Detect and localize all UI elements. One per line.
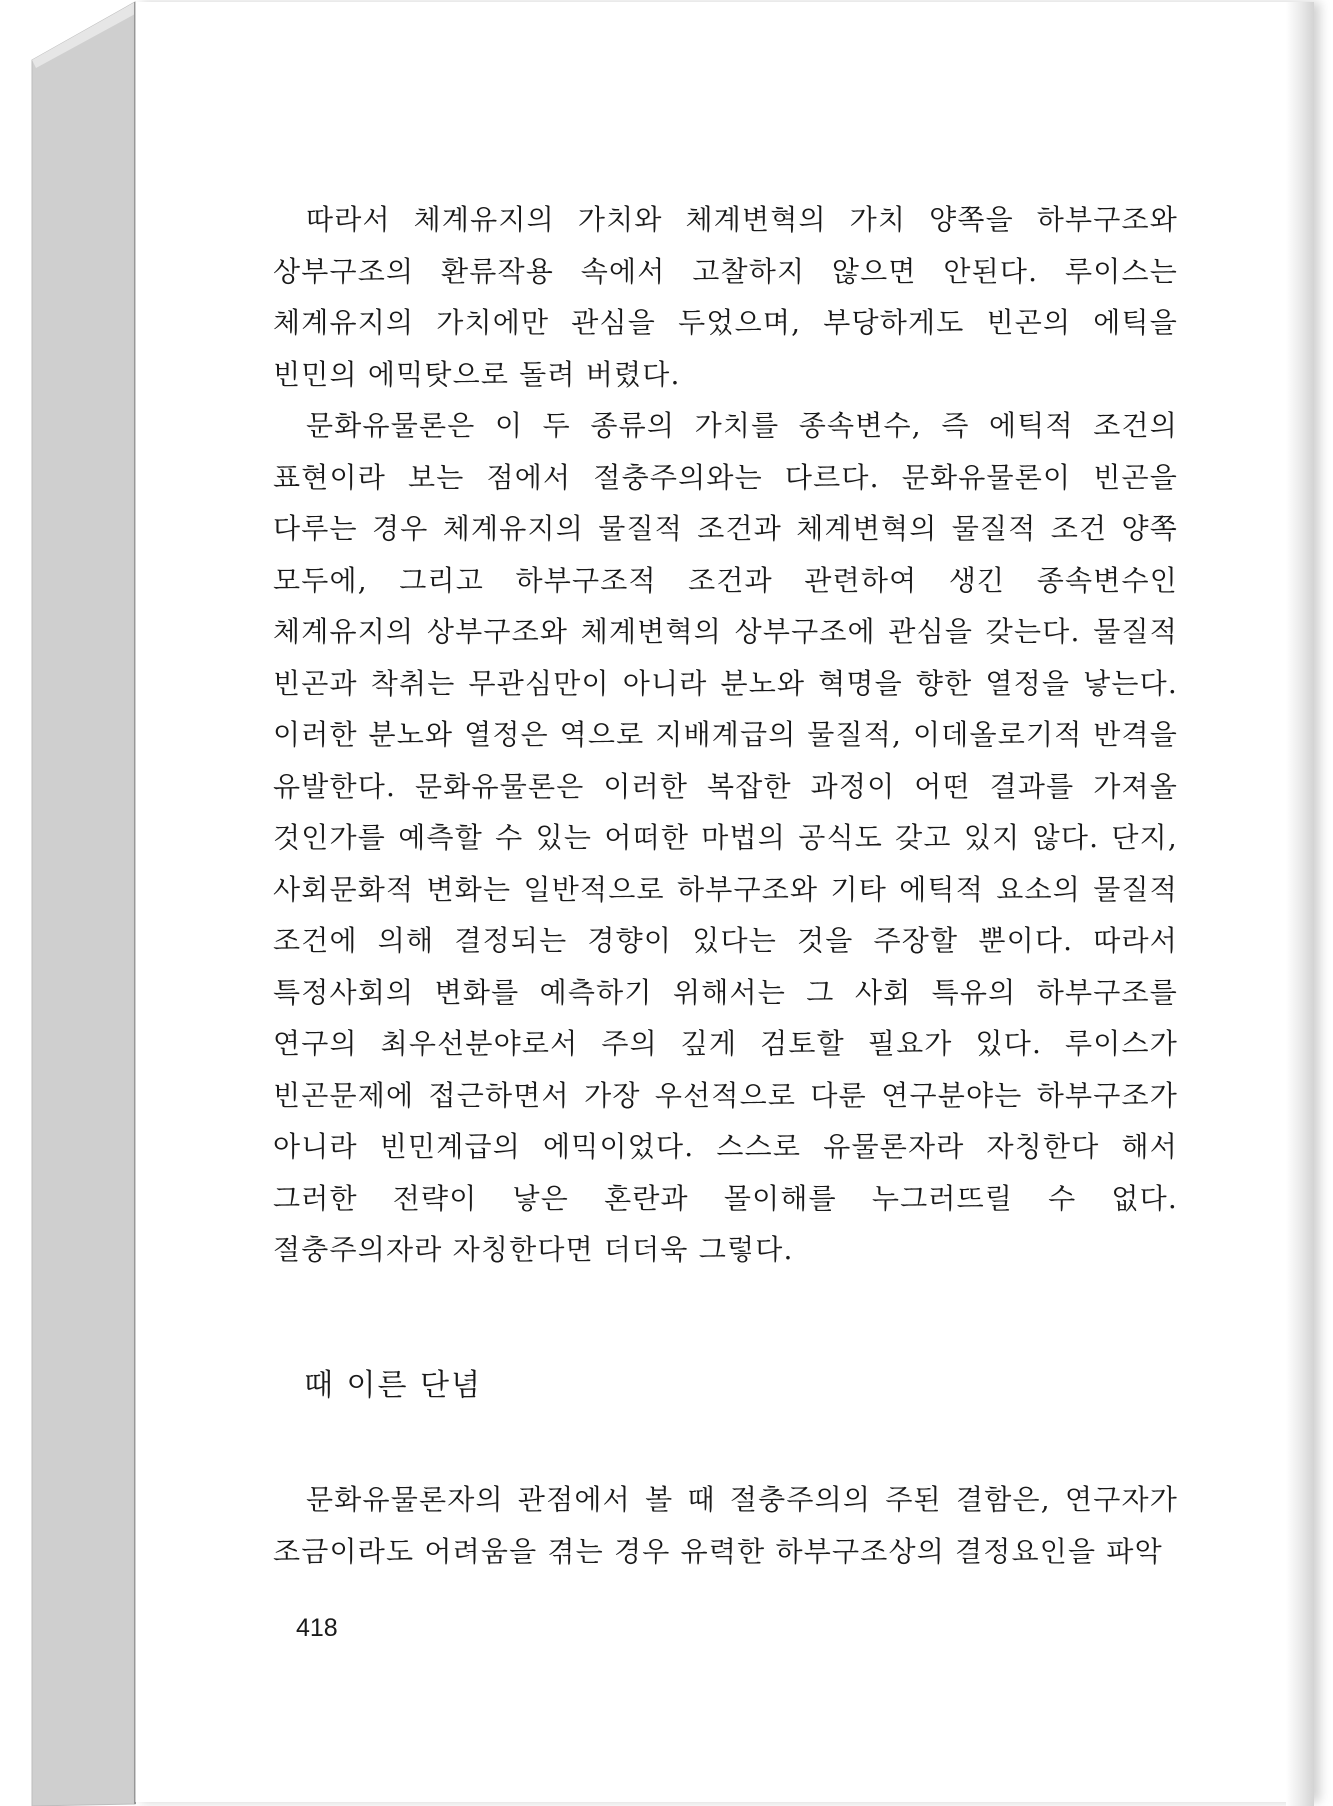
book-page bbox=[135, 2, 1314, 1802]
body-text bbox=[273, 194, 1178, 1276]
page-edge-shadow bbox=[1286, 2, 1314, 1806]
book-spine-shape bbox=[0, 0, 140, 1806]
section-heading: 때 이른 단념 bbox=[304, 1368, 482, 1403]
paragraph-2: 문화유물론은 이 두 종류의 가치를 종속변수, 즉 에틱적 조건의 표현이라 보는 점에서 절충주의와는 다르다. 문화유물론이 빈곤을 다루는 경우 체계유지의 물질적 조건과 체계변혁의 물질적 조건 양쪽 모두에, 그리고 하부구조적 조건과 관련하여 생긴 종속변수인 체계유지의 상부구조와 체계변혁의 상부구조에 관심을 갖는다. 물질적 빈곤과 착취는 무관심만이 아니라 분노와 혁명을 향한 열정을 낳는다. 이러한 분노와 열정은 역으로 지배계급의 물질적, 이데올로기적 반격을 유발한다. 문화유물론은 이러한 복잡한 과정이 어떤 결과를 가져올 것인가를 예측할 수 있는 어떠한 마법의 공식도 갖고 있지 않다. 단지, 사회문화적 변화는 일반적으로 하부구조와 기타 에틱적 요소의 물질적 조건에 의해 결정되는 경향이 있다는 것을 주장할 뿐이다. 따라서 특정사회의 변화를 예측하기 위해서는 그 사회 특유의 하부구조를 연구의 최우선분야로서 주의 깊게 검토할 필요가 있다. 루이스가 빈곤문제에 접근하면서 가장 우선적으로 다룬 연구분야는 하부구조가 아니라 빈민계급의 에믹이었다. 스스로 유물론자라 자칭한다 해서 그러한 전략이 낳은 혼란과 몰이해를 누그러뜨릴 수 없다. 절충주의자라 자칭한다면 더더욱 그렇다. bbox=[273, 409, 1178, 1266]
book-spine bbox=[0, 0, 140, 1806]
paragraph-1: 따라서 체계유지의 가치와 체계변혁의 가치 양쪽을 하부구조와 상부구조의 환류작용 속에서 고찰하지 않으면 안된다. 루이스는 체계유지의 가치에만 관심을 두었으며, 부당하게도 빈곤의 에틱을 빈민의 에믹탓으로 돌려 버렸다. bbox=[273, 203, 1178, 391]
section-paragraph: 문화유물론자의 관점에서 볼 때 절충주의의 주된 결함은, 연구자가 조금이라도 어려움을 겪는 경우 유력한 하부구조상의 결정요인을 파악 bbox=[273, 1483, 1178, 1568]
page-number: 418 bbox=[296, 1614, 338, 1642]
